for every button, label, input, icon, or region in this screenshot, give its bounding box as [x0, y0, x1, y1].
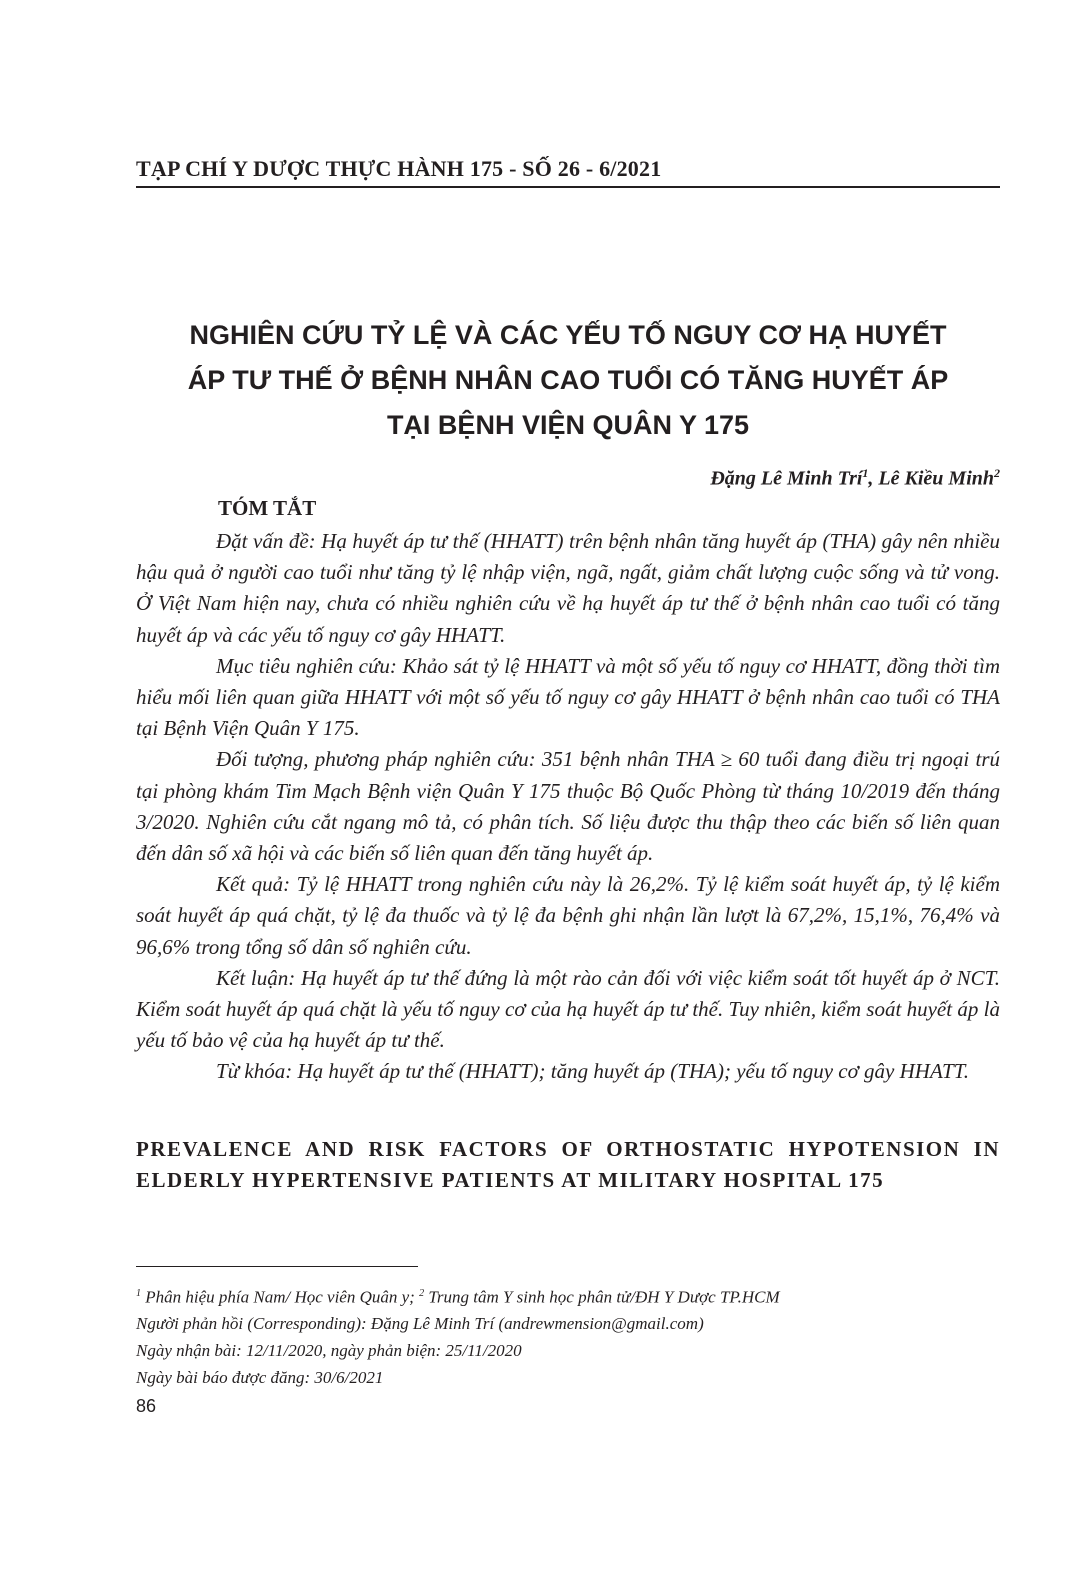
- author-separator: ,: [868, 467, 879, 490]
- author-affiliation-mark: 2: [994, 466, 1000, 480]
- running-head: TẠP CHÍ Y DƯỢC THỰC HÀNH 175 - SỐ 26 - 6/2021: [136, 156, 662, 181]
- author-line: [136, 466, 1000, 491]
- title-line: ÁP TƯ THẾ Ở BỆNH NHÂN CAO TUỔI CÓ TĂNG HUYẾT ÁP: [187, 365, 949, 395]
- footnote-rule: [136, 1266, 418, 1267]
- affiliation-text: Trung tâm Y sinh học phân tử/ĐH Y Dược TP.HCM: [424, 1287, 780, 1307]
- footnote-published: Ngày bài báo được đăng: 30/6/2021: [136, 1367, 384, 1387]
- abstract-heading: TÓM TẮT: [218, 496, 317, 520]
- article-title: [136, 313, 1000, 448]
- footnotes: [136, 1281, 1000, 1391]
- footnote-mark: 2: [419, 1288, 425, 1299]
- footnote-affiliations: [136, 1281, 1000, 1311]
- abstract-body: [136, 526, 1000, 1088]
- footnote-mark: 1: [136, 1288, 141, 1299]
- abstract-paragraph: Kết quả: Tỷ lệ HHATT trong nghiên cứu này là 26,2%. Tỷ lệ kiểm soát huyết áp, tỷ lệ kiểm soát huyết áp quá chặt, tỷ lệ đa thuốc và tỷ lệ đa bệnh ghi nhận lần lượt là 67,2%, 15,1%, 76,4% và 96,6% trong tổng số dân số nghiên cứu.: [136, 872, 1000, 959]
- abstract-paragraph: Đặt vấn đề: Hạ huyết áp tư thế (HHATT) trên bệnh nhân tăng huyết áp (THA) gây nên nhiều hậu quả ở người cao tuổi như tăng tỷ lệ nhập viện, ngã, ngất, giảm chất lượng cuộc sống và tử vong. Ở Việt Nam hiện nay, chưa có nhiều nghiên cứu về hạ huyết áp tư thế ở bệnh nhân cao tuổi có tăng huyết áp và các yếu tố nguy cơ gây HHATT.: [136, 529, 1000, 647]
- author-name: Đặng Lê Minh Trí: [710, 467, 863, 490]
- title-line: NGHIÊN CỨU TỶ LỆ VÀ CÁC YẾU TỐ NGUY CƠ HẠ HUYẾT: [189, 320, 947, 350]
- abstract-paragraph: Mục tiêu nghiên cứu: Khảo sát tỷ lệ HHATT và một số yếu tố nguy cơ HHATT, đồng thời tìm hiểu mối liên quan giữa HHATT với một số yếu tố nguy cơ gây HHATT ở bệnh nhân cao tuổi có THA tại Bệnh Viện Quân Y 175.: [136, 653, 1000, 741]
- abstract-paragraph: Từ khóa: Hạ huyết áp tư thế (HHATT); tăng huyết áp (THA); yếu tố nguy cơ gây HHATT.: [216, 1059, 970, 1084]
- abstract-paragraph: Kết luận: Hạ huyết áp tư thế đứng là một rào cản đối với việc kiểm soát tốt huyết áp ở NCT. Kiểm soát huyết áp quá chặt là yếu tố nguy cơ của hạ huyết áp tư thế. Tuy nhiên, kiểm soát huyết áp là yếu tố bảo vệ của hạ huyết áp tư thế.: [136, 965, 1000, 1053]
- affiliation-text: Phân hiệu phía Nam/ Học viên Quân y;: [141, 1287, 420, 1307]
- author-affiliation-mark: 1: [862, 466, 869, 480]
- footnote-received: Ngày nhận bài: 12/11/2020, ngày phản biện: 25/11/2020: [136, 1341, 522, 1361]
- footnote-corresponding: Người phản hồi (Corresponding): Đặng Lê Minh Trí (andrewmension@gmail.com): [136, 1314, 704, 1334]
- english-title: PREVALENCE AND RISK FACTORS OF ORTHOSTATIC HYPOTENSION IN ELDERLY HYPERTENSIVE PATIENTS AT MILITARY HOSPITAL 175: [136, 1137, 1000, 1192]
- header-rule: [136, 186, 1000, 188]
- title-line: TẠI BỆNH VIỆN QUÂN Y 175: [386, 410, 750, 440]
- abstract-paragraph: Đối tượng, phương pháp nghiên cứu: 351 bệnh nhân THA ≥ 60 tuổi đang điều trị ngoại trú tại phòng khám Tim Mạch Bệnh viện Quân Y 175 thuộc Bộ Quốc Phòng từ tháng 10/2019 đến tháng 3/2020. Nghiên cứu cắt ngang mô tả, có phân tích. Số liệu được thu thập theo các biến số liên quan đến dân số xã hội và các biến số liên quan đến tăng huyết áp.: [136, 747, 1000, 866]
- author-name: Lê Kiều Minh: [878, 467, 994, 490]
- page-number: 86: [136, 1396, 157, 1416]
